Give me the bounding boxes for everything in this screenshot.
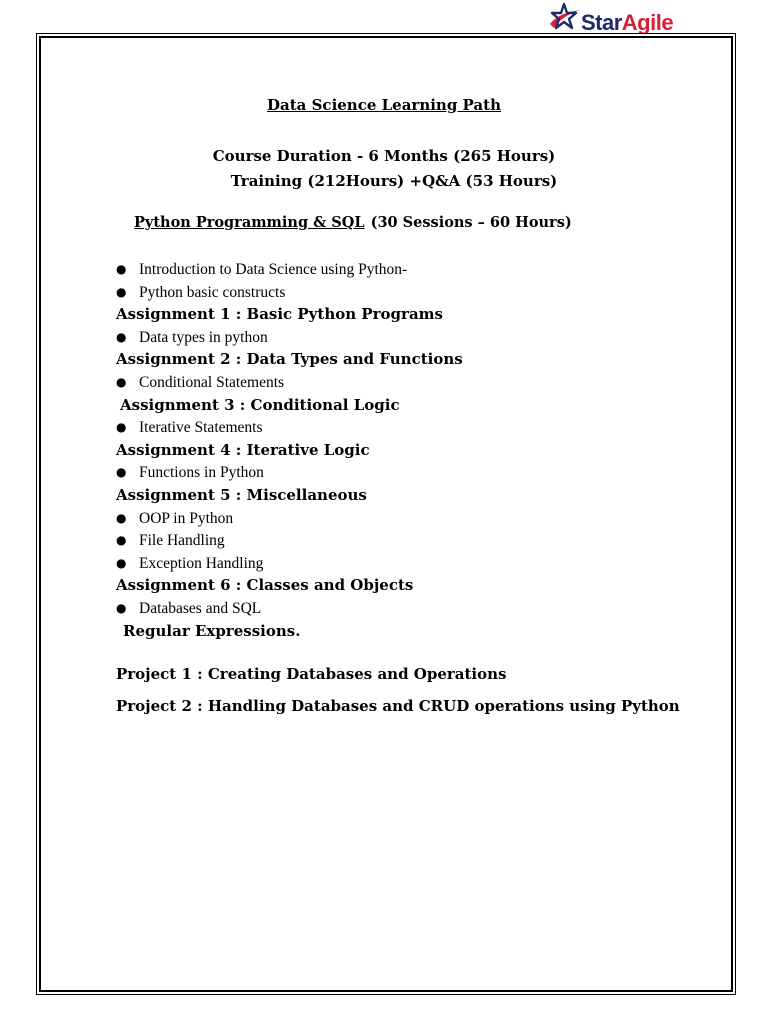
bullet-icon: ● <box>116 329 127 344</box>
module-heading <box>134 214 572 231</box>
star-swoosh-icon <box>548 2 582 36</box>
list-item: ● Exception Handling <box>116 552 716 575</box>
assignment-heading: Assignment 2 : Data Types and Functions <box>116 350 463 369</box>
list-item: ● File Handling <box>116 529 716 552</box>
list-item: ● Introduction to Data Science using Python- <box>116 258 716 281</box>
list-item: ● OOP in Python <box>116 507 716 530</box>
list-item: ● Data types in python <box>116 326 716 349</box>
assignment-heading: Assignment 6 : Classes and Objects <box>116 576 414 595</box>
bullet-icon: ● <box>116 510 127 525</box>
assignment-heading: Assignment 4 : Iterative Logic <box>116 440 370 459</box>
list-item: ● Iterative Statements <box>116 416 716 439</box>
curriculum-list <box>116 258 716 642</box>
bullet-icon: ● <box>116 420 127 435</box>
assignment-heading: Assignment 1 : Basic Python Programs <box>116 305 443 324</box>
list-item: ● Databases and SQL <box>116 597 716 620</box>
project-2: Project 2 : Handling Databases and CRUD operations using Python <box>116 697 680 715</box>
assignment-heading: Assignment 3 : Conditional Logic <box>120 395 400 414</box>
course-duration-block <box>0 144 768 194</box>
bullet-icon: ● <box>116 465 127 480</box>
list-item: ● Functions in Python <box>116 461 716 484</box>
course-duration: Course Duration - 6 Months (265 Hours) <box>212 147 556 165</box>
logo-agile-text: Agile <box>621 10 674 35</box>
training-hours: Training (212Hours) +Q&A (53 Hours) <box>230 172 558 190</box>
bullet-icon: ● <box>116 262 127 276</box>
logo-star-text: Star <box>581 10 622 35</box>
module-sessions: (30 Sessions – 60 Hours) <box>370 214 572 231</box>
bullet-icon: ● <box>116 555 127 570</box>
assignment-heading: Regular Expressions. <box>123 621 301 640</box>
bullet-icon: ● <box>116 533 127 548</box>
list-item: ● Python basic constructs <box>116 281 716 304</box>
assignment-heading: Assignment 5 : Miscellaneous <box>116 485 367 504</box>
bullet-icon: ● <box>116 284 127 299</box>
bullet-icon: ● <box>116 600 127 615</box>
bullet-icon: ● <box>116 374 127 389</box>
module-name: Python Programming & SQL <box>134 214 365 231</box>
document-title: Data Science Learning Path <box>267 96 501 114</box>
logo-wordmark <box>581 10 673 36</box>
project-1: Project 1 : Creating Databases and Operations <box>116 665 507 683</box>
staragile-logo <box>548 2 688 36</box>
list-item: ● Conditional Statements <box>116 371 716 394</box>
